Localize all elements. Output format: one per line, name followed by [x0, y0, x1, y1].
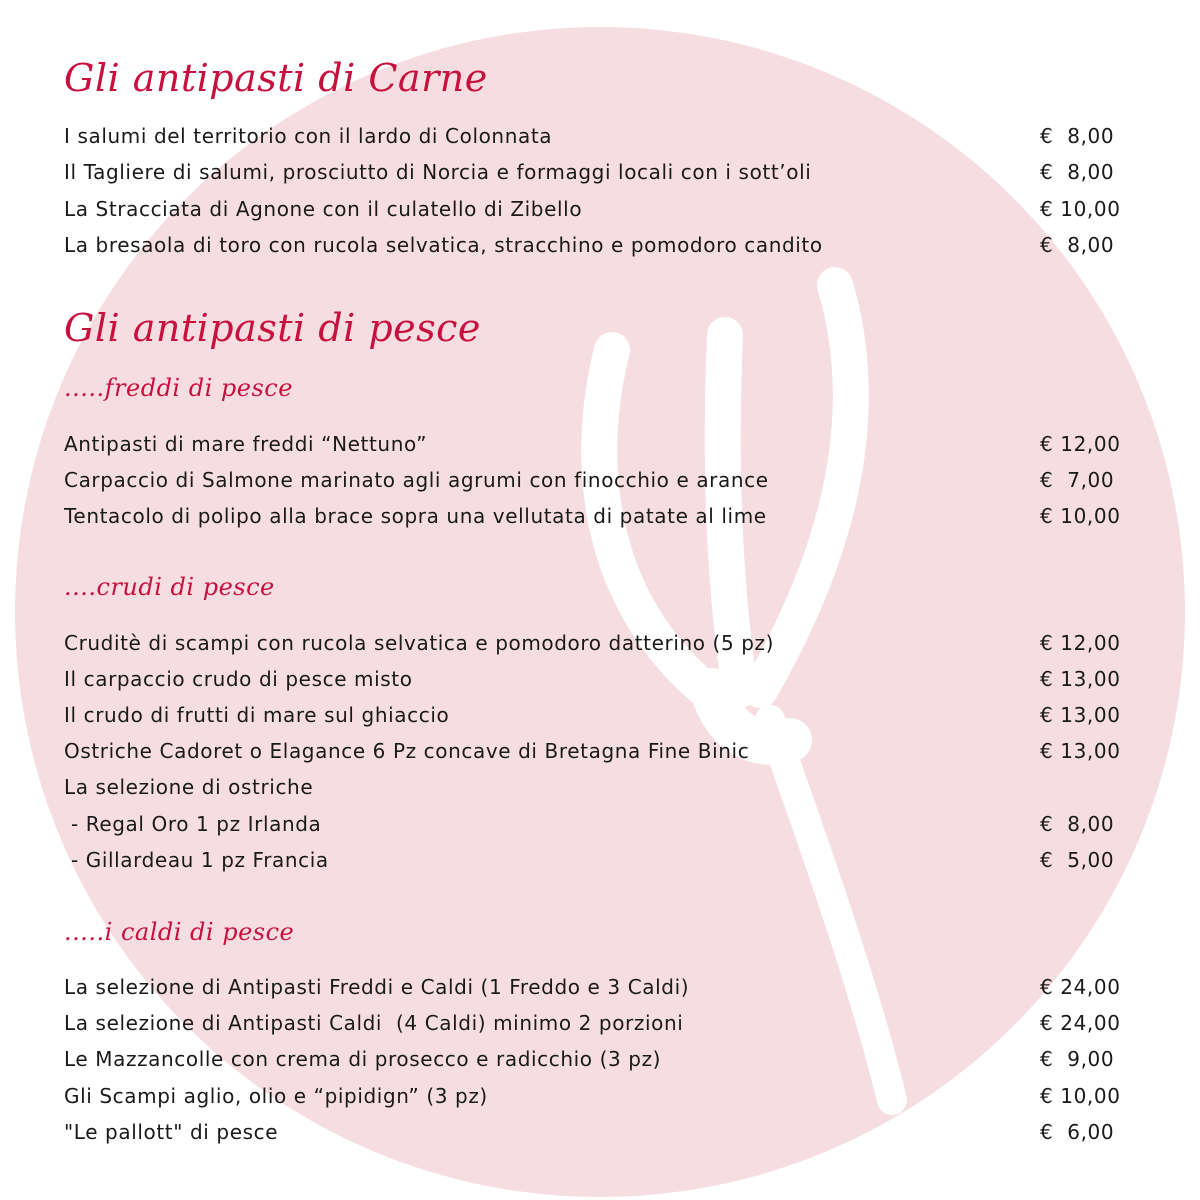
menu-item: [64, 626, 1134, 660]
item-price: € 24,00: [1040, 975, 1121, 999]
item-price: € 8,00: [1040, 124, 1115, 148]
item-name: Gli Scampi aglio, olio e “pipidign” (3 pz): [64, 1084, 488, 1108]
item-name: La selezione di Antipasti Freddi e Caldi (1 Freddo e 3 Caldi): [64, 975, 690, 999]
menu-item: [64, 734, 1134, 768]
section-title-carne: Gli antipasti di Carne: [64, 56, 488, 100]
item-price: € 10,00: [1040, 504, 1121, 528]
item-name: - Regal Oro 1 pz Irlanda: [64, 812, 322, 836]
subsection-title-freddi: .....freddi di pesce: [64, 374, 293, 402]
item-name: La selezione di Antipasti Caldi (4 Caldi) minimo 2 porzioni: [64, 1011, 684, 1035]
menu-item: [64, 1115, 1134, 1149]
item-price: € 9,00: [1040, 1047, 1115, 1071]
item-name: Antipasti di mare freddi “Nettuno”: [64, 432, 428, 456]
item-price: € 10,00: [1040, 1084, 1121, 1108]
menu-item: [64, 770, 1134, 804]
item-name: La Stracciata di Agnone con il culatello di Zibello: [64, 197, 583, 221]
menu-item: [64, 843, 1134, 877]
menu-item: [64, 662, 1134, 696]
item-name: Le Mazzancolle con crema di prosecco e radicchio (3 pz): [64, 1047, 662, 1071]
menu-item: [64, 698, 1134, 732]
section-title-pesce: Gli antipasti di pesce: [64, 306, 481, 350]
item-name: Il crudo di frutti di mare sul ghiaccio: [64, 703, 450, 727]
menu-item: [64, 1079, 1134, 1113]
item-price: € 8,00: [1040, 233, 1115, 257]
menu-item: [64, 119, 1134, 153]
item-name: Carpaccio di Salmone marinato agli agrumi con finocchio e arance: [64, 468, 769, 492]
item-name: - Gillardeau 1 pz Francia: [64, 848, 329, 872]
item-price: € 13,00: [1040, 703, 1121, 727]
item-name: I salumi del territorio con il lardo di Colonnata: [64, 124, 553, 148]
item-price: € 24,00: [1040, 1011, 1121, 1035]
menu-item: [64, 427, 1134, 461]
item-name: Ostriche Cadoret o Elagance 6 Pz concave di Bretagna Fine Binic: [64, 739, 750, 763]
item-name: Cruditè di scampi con rucola selvatica e pomodoro datterino (5 pz): [64, 631, 775, 655]
item-name: Il Tagliere di salumi, prosciutto di Norcia e formaggi locali con i sott’oli: [64, 160, 812, 184]
item-price: € 7,00: [1040, 468, 1115, 492]
menu-item: [64, 228, 1134, 262]
menu-item: [64, 192, 1134, 226]
menu-item: [64, 155, 1134, 189]
menu-item: [64, 499, 1134, 533]
item-price: € 8,00: [1040, 812, 1115, 836]
item-price: € 12,00: [1040, 631, 1121, 655]
item-name: Il carpaccio crudo di pesce misto: [64, 667, 413, 691]
menu-item: [64, 463, 1134, 497]
subsection-title-caldi: .....i caldi di pesce: [64, 918, 295, 946]
item-price: € 5,00: [1040, 848, 1115, 872]
menu-item: [64, 1042, 1134, 1076]
item-name: La bresaola di toro con rucola selvatica, stracchino e pomodoro candito: [64, 233, 823, 257]
item-price: € 13,00: [1040, 667, 1121, 691]
item-price: € 10,00: [1040, 197, 1121, 221]
menu-item: [64, 970, 1134, 1004]
item-name: "Le pallott" di pesce: [64, 1120, 279, 1144]
item-name: La selezione di ostriche: [64, 775, 314, 799]
item-name: Tentacolo di polipo alla brace sopra una vellutata di patate al lime: [64, 504, 767, 528]
item-price: € 8,00: [1040, 160, 1115, 184]
item-price: € 13,00: [1040, 739, 1121, 763]
item-price: € 12,00: [1040, 432, 1121, 456]
menu-item: [64, 1006, 1134, 1040]
item-price: € 6,00: [1040, 1120, 1115, 1144]
menu-item: [64, 807, 1134, 841]
subsection-title-crudi: ....crudi di pesce: [64, 573, 275, 601]
